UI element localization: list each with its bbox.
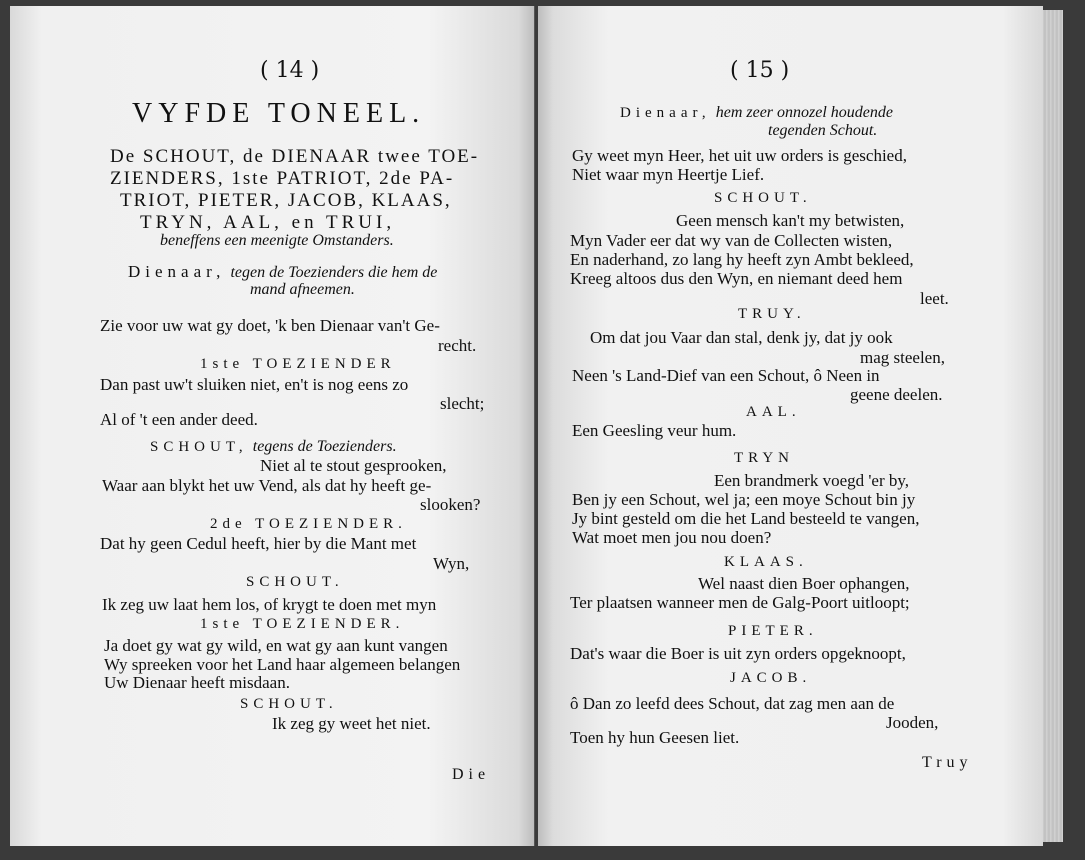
speaker-name: AAL. bbox=[746, 404, 801, 420]
cast-note: beneffens een meenigte Omstanders. bbox=[160, 232, 394, 249]
verse-line: Myn Vader eer dat wy van de Collecten wisten, bbox=[570, 231, 893, 250]
verse-line: slecht; bbox=[440, 394, 485, 413]
verse-line: Ik zeg uw laat hem los, of krygt te doen met myn bbox=[102, 595, 437, 614]
verse-line: Kreeg altoos dus den Wyn, en niemant deed hem bbox=[570, 269, 903, 288]
stage-direction bbox=[150, 436, 397, 456]
verse-line: Uw Dienaar heeft misdaan. bbox=[104, 673, 290, 692]
verse-line: Waar aan blykt het uw Vend, als dat hy heeft ge- bbox=[102, 476, 432, 495]
verse-line: Een Geesling veur hum. bbox=[572, 421, 737, 440]
stage-direction bbox=[620, 102, 893, 122]
verse-line: Toen hy hun Geesen liet. bbox=[570, 728, 740, 747]
verse-line: Ja doet gy wat gy wild, en wat gy aan kunt vangen bbox=[104, 636, 448, 655]
verse-line: ô Dan zo leefd dees Schout, dat zag men aan de bbox=[570, 694, 895, 713]
verse-line: recht. bbox=[438, 336, 477, 355]
verse-line: geene deelen. bbox=[850, 385, 943, 404]
direction-text: hem zeer onnozel houdende bbox=[715, 104, 894, 121]
cast-line: TRYN, AAL, en TRUI, bbox=[140, 212, 396, 233]
verse-line: Ben jy een Schout, wel ja; een moye Schout bin jy bbox=[572, 490, 916, 509]
catchword: Die bbox=[452, 766, 491, 783]
cast-line: TRIOT, PIETER, JACOB, KLAAS, bbox=[120, 190, 452, 211]
verse-line: Geen mensch kan't my betwisten, bbox=[676, 211, 905, 230]
speaker-name: 1ste TOEZIENDER. bbox=[200, 616, 405, 632]
stage-direction bbox=[128, 262, 437, 282]
act-title: VYFDE TONEEL. bbox=[132, 98, 426, 129]
verse-line: Dat hy geen Cedul heeft, hier by die Mant met bbox=[100, 534, 417, 553]
verse-line: Wat moet men jou nou doen? bbox=[572, 528, 772, 547]
cast-line: ZIENDERS, 1ste PATRIOT, 2de PA- bbox=[110, 168, 455, 189]
speaker-name: SCHOUT. bbox=[240, 696, 338, 712]
speaker-name: TRYN bbox=[734, 450, 795, 466]
speaker-name: 2de TOEZIENDER. bbox=[210, 516, 407, 532]
catchword: Truy bbox=[922, 754, 973, 771]
direction-text: tegens de Toezienders. bbox=[252, 438, 397, 455]
page-number: ( 14 ) bbox=[260, 58, 320, 83]
verse-line: slooken? bbox=[420, 495, 481, 514]
cast-line: De SCHOUT, de DIENAAR twee TOE- bbox=[110, 146, 480, 167]
verse-line: Wy spreeken voor het Land haar algemeen belangen bbox=[104, 655, 461, 674]
verse-line: Niet al te stout gesprooken, bbox=[260, 456, 447, 475]
verse-line: mag steelen, bbox=[860, 348, 945, 367]
verse-line: Al of 't een ander deed. bbox=[100, 410, 258, 429]
verse-line: Dat's waar die Boer is uit zyn orders opgeknoopt, bbox=[570, 644, 906, 663]
speaker-name: SCHOUT. bbox=[714, 190, 812, 206]
speaker-name: Dienaar, bbox=[620, 105, 711, 121]
verse-line: Ter plaatsen wanneer men de Galg-Poort uitloopt; bbox=[570, 593, 910, 612]
verse-line: Neen 's Land-Dief van een Schout, ô Neen in bbox=[572, 366, 880, 385]
verse-line: Een brandmerk voegd 'er by, bbox=[714, 471, 910, 490]
right-page bbox=[538, 6, 1043, 846]
speaker-name: KLAAS. bbox=[724, 554, 808, 570]
verse-line: leet. bbox=[920, 289, 949, 308]
speaker-name: TRUY. bbox=[738, 306, 806, 322]
speaker-name: JACOB. bbox=[730, 670, 812, 686]
speaker-name: Dienaar, bbox=[128, 262, 226, 281]
speaker-name: SCHOUT, bbox=[150, 439, 248, 455]
page-edges bbox=[1043, 10, 1063, 842]
direction-text: tegen de Toezienders die hem de bbox=[230, 264, 438, 281]
verse-line: Gy weet myn Heer, het uit uw orders is geschied, bbox=[572, 146, 907, 165]
speaker-name: PIETER. bbox=[728, 623, 818, 639]
direction-text: mand afneemen. bbox=[250, 281, 355, 298]
verse-line: Zie voor uw wat gy doet, 'k ben Dienaar van't Ge- bbox=[100, 316, 440, 335]
verse-line: Ik zeg gy weet het niet. bbox=[272, 714, 431, 733]
verse-line: Wel naast dien Boer ophangen, bbox=[698, 574, 910, 593]
speaker-name: 1ste TOEZIENDER bbox=[200, 356, 396, 372]
speaker-name: SCHOUT. bbox=[246, 574, 344, 590]
verse-line: En naderhand, zo lang hy heeft zyn Ambt bekleed, bbox=[570, 250, 914, 269]
verse-line: Jooden, bbox=[886, 713, 939, 732]
verse-line: Niet waar myn Heertje Lief. bbox=[572, 165, 765, 184]
direction-text: tegenden Schout. bbox=[768, 122, 878, 139]
verse-line: Jy bint gesteld om die het Land besteeld te vangen, bbox=[572, 509, 920, 528]
page-number: ( 15 ) bbox=[730, 58, 790, 83]
verse-line: Wyn, bbox=[433, 554, 470, 573]
left-page bbox=[10, 6, 535, 846]
verse-line: Om dat jou Vaar dan stal, denk jy, dat jy ook bbox=[590, 328, 893, 347]
verse-line: Dan past uw't sluiken niet, en't is nog eens zo bbox=[100, 375, 409, 394]
